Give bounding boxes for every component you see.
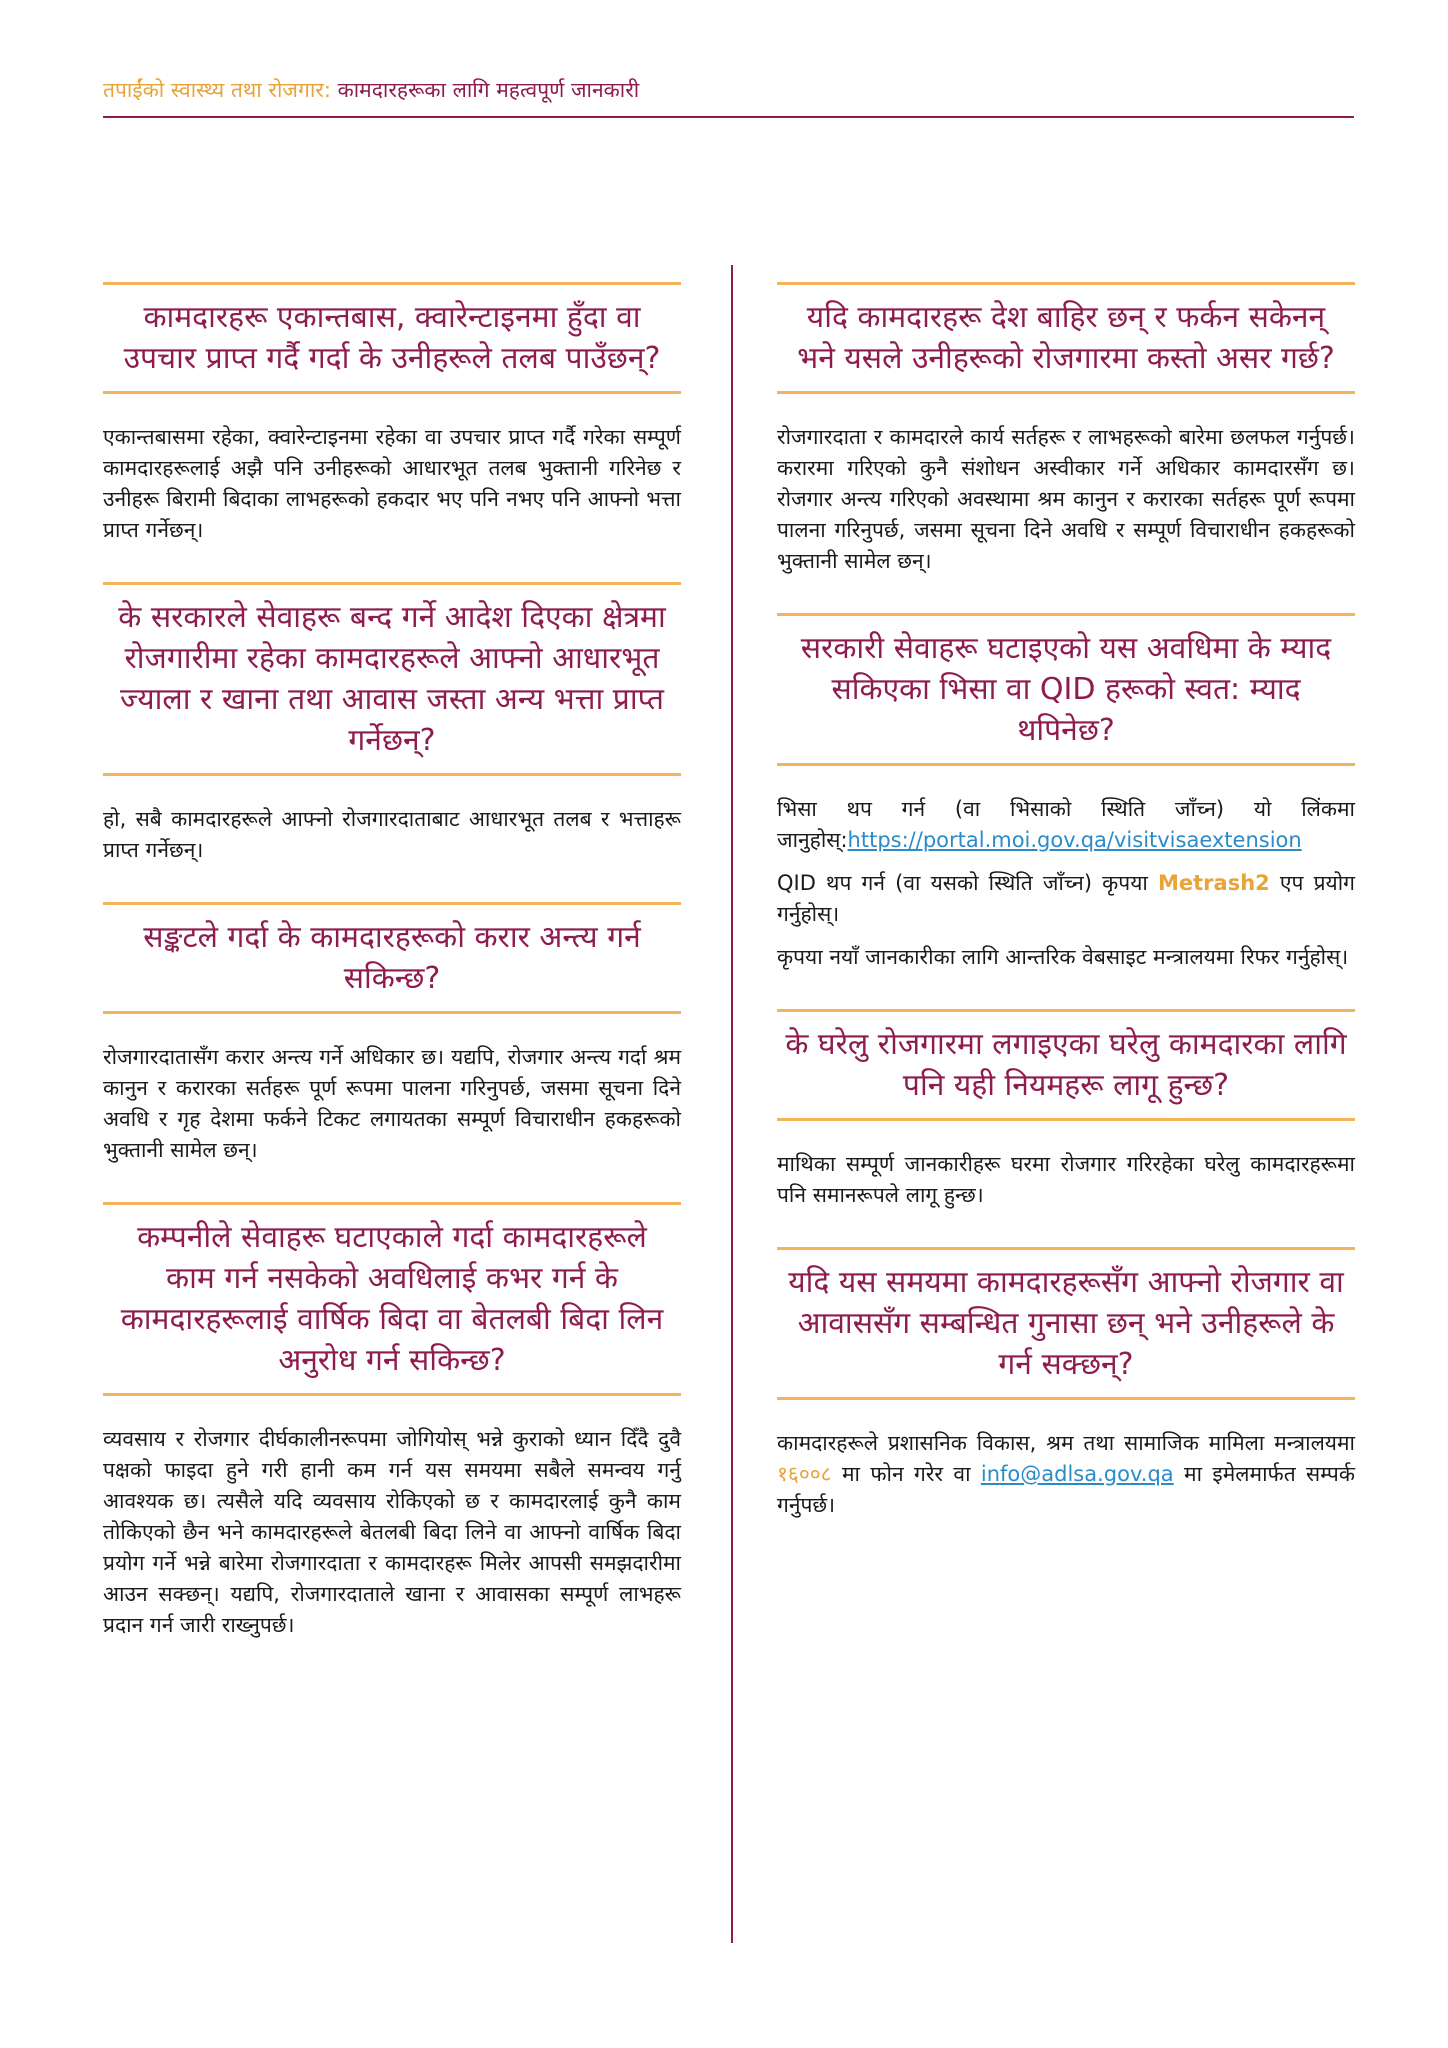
contact-email-link[interactable]: info@adlsa.gov.qa [980, 1462, 1174, 1486]
contact-text-middle: मा फोन गरेर वा [831, 1462, 981, 1486]
question-heading: यदि कामदारहरू देश बाहिर छन् र फर्कन सकेनन् भने यसले उनीहरूको रोजगारमा कस्तो असर गर्छ? [797, 300, 1335, 376]
question-block [103, 902, 681, 1014]
question-block [103, 582, 681, 776]
faq-section [103, 902, 681, 1166]
answer-paragraph: माथिका सम्पूर्ण जानकारीहरू घरमा रोजगार गरिरहेका घरेलु कामदारहरूमा पनि समानरूपले लागू हुन्छ। [777, 1152, 1355, 1207]
contact-paragraph [777, 1428, 1355, 1521]
column-divider [731, 265, 733, 1943]
question-heading: यदि यस समयमा कामदारहरूसँग आफ्नो रोजगार वा आवाससँग सम्बन्धित गुनासा छन् भने उनीहरूले के गर्न सक्छन्? [788, 1265, 1344, 1382]
contact-text-before: कामदारहरूले प्रशासनिक विकास, श्रम तथा सामाजिक मामिला मन्त्रालयमा [777, 1431, 1355, 1455]
question-heading: सङ्कटले गर्दा के कामदारहरूको करार अन्त्य गर्न सकिन्छ? [143, 920, 641, 996]
ministry-paragraph: कृपया नयाँ जानकारीका लागि आन्तरिक वेबसाइट मन्त्रालयमा रिफर गर्नुहोस्। [777, 945, 1349, 969]
answer-text [777, 1428, 1355, 1521]
faq-section [103, 282, 681, 546]
answer-text [103, 422, 681, 546]
page-header [103, 76, 1354, 118]
question-heading: कम्पनीले सेवाहरू घटाएकाले गर्दा कामदारहरूले काम गर्न नसकेको अवधिलाई कभर गर्न के कामदारहरूलाई वार्षिक बिदा वा बेतलबी बिदा लिन अनुरोध गर्न सकिन्छ? [120, 1220, 664, 1378]
hotline-number: १६००८ [777, 1462, 832, 1486]
question-block [777, 613, 1355, 766]
question-heading: के घरेलु रोजगारमा लगाइएका घरेलु कामदारका लागि पनि यही नियमहरू लागू हुन्छ? [785, 1027, 1347, 1103]
qid-text-after: एप प्रयोग गर्नुहोस्। [777, 871, 1355, 926]
faq-section [103, 1202, 681, 1641]
left-column [103, 282, 681, 1677]
answer-text [777, 794, 1355, 973]
contact-text-after: मा इमेलमार्फत सम्पर्क गर्नुपर्छ। [777, 1462, 1355, 1517]
visa-paragraph [777, 794, 1355, 856]
answer-paragraph: व्यवसाय र रोजगार दीर्घकालीनरूपमा जोगियोस् भन्ने कुराको ध्यान दिँदै दुवै पक्षको फाइदा हुने गरी हानी कम गर्न यस समयमा सबैले समन्वय गर्नु आवश्यक छ। त्यसैले यदि व्यवसाय रोकिएको छ र कामदारलाई कुनै काम तोकिएको छैन भने कामदारहरूले बेतलबी बिदा लिने वा आफ्नो वार्षिक बिदा प्रयोग गर्ने भन्ने बारेमा रोजगारदाता र कामदारहरू मिलेर आपसी समझदारीमा आउन सक्छन्। यद्यपि, रोजगारदाताले खाना र आवासका सम्पूर्ण लाभहरू प्रदान गर्न जारी राख्नुपर्छ। [103, 1427, 681, 1637]
qid-paragraph [777, 868, 1355, 930]
faq-section [777, 1247, 1355, 1521]
header-title-left: तपाईंको स्वास्थ्य तथा रोजगार: [103, 78, 331, 102]
faq-section [777, 1009, 1355, 1211]
answer-paragraph: एकान्तबासमा रहेका, क्वारेन्टाइनमा रहेका वा उपचार प्राप्त गर्दै गरेका सम्पूर्ण कामदारहरूलाई अझै पनि उनीहरूको आधारभूत तलब भुक्तानी गरिनेछ र उनीहरू बिरामी बिदाका लाभहरूको हकदार भए पनि नभए पनि आफ्नो भत्ता प्राप्त गर्नेछन्। [103, 425, 681, 542]
right-column [777, 282, 1355, 1557]
question-block [103, 1202, 681, 1396]
question-block [777, 282, 1355, 394]
answer-text [777, 1149, 1355, 1211]
answer-paragraph: हो, सबै कामदारहरूले आफ्नो रोजगारदाताबाट आधारभूत तलब र भत्ताहरू प्राप्त गर्नेछन्। [103, 807, 681, 862]
answer-text [103, 1424, 681, 1641]
faq-section [103, 582, 681, 866]
visa-extension-link[interactable]: https://portal.moi.gov.qa/visitvisaextension [847, 828, 1302, 852]
answer-text [777, 422, 1355, 577]
question-block [777, 1009, 1355, 1121]
question-block [777, 1247, 1355, 1400]
answer-paragraph: रोजगारदातासँग करार अन्त्य गर्ने अधिकार छ। यद्यपि, रोजगार अन्त्य गर्दा श्रम कानुन र करारका सर्तहरू पूर्ण रूपमा पालना गरिनुपर्छ, जसमा सूचना दिने अवधि र गृह देशमा फर्कने टिकट लगायतका सम्पूर्ण विचाराधीन हकहरूको भुक्तानी सामेल छन्। [103, 1045, 681, 1162]
question-heading: सरकारी सेवाहरू घटाइएको यस अवधिमा के म्याद सकिएका भिसा वा QID हरूको स्वत: म्याद थपिनेछ? [800, 631, 1332, 748]
qid-text-before: QID थप गर्न (वा यसको स्थिति जाँच्न) कृपया [777, 871, 1158, 895]
answer-paragraph: रोजगारदाता र कामदारले कार्य सर्तहरू र लाभहरूको बारेमा छलफल गर्नुपर्छ। करारमा गरिएको कुनै संशोधन अस्वीकार गर्ने अधिकार कामदारसँग छ। रोजगार अन्त्य गरिएको अवस्थामा श्रम कानुन र करारका सर्तहरू पूर्ण रूपमा पालना गरिनुपर्छ, जसमा सूचना दिने अवधि र सम्पूर्ण विचाराधीन हकहरूको भुक्तानी सामेल छन्। [777, 425, 1355, 573]
question-heading: कामदारहरू एकान्तबास, क्वारेन्टाइनमा हुँदा वा उपचार प्राप्त गर्दै गर्दा के उनीहरूले तलब पाउँछन्? [123, 300, 661, 376]
visa-text: भिसा थप गर्न (वा भिसाको स्थिति जाँच्न) यो लिंकमा जानुहोस्: [777, 797, 1355, 852]
faq-section [777, 282, 1355, 577]
question-block [103, 282, 681, 394]
header-title-right: कामदारहरूका लागि महत्वपूर्ण जानकारी [330, 78, 640, 102]
metrash2-app-name: Metrash2 [1157, 871, 1270, 895]
answer-text [103, 1042, 681, 1166]
question-heading: के सरकारले सेवाहरू बन्द गर्ने आदेश दिएका क्षेत्रमा रोजगारीमा रहेका कामदारहरूले आफ्नो आधारभूत ज्याला र खाना तथा आवास जस्ता अन्य भत्ता प्राप्त गर्नेछन्? [118, 600, 666, 758]
answer-text [103, 804, 681, 866]
faq-section [777, 613, 1355, 973]
